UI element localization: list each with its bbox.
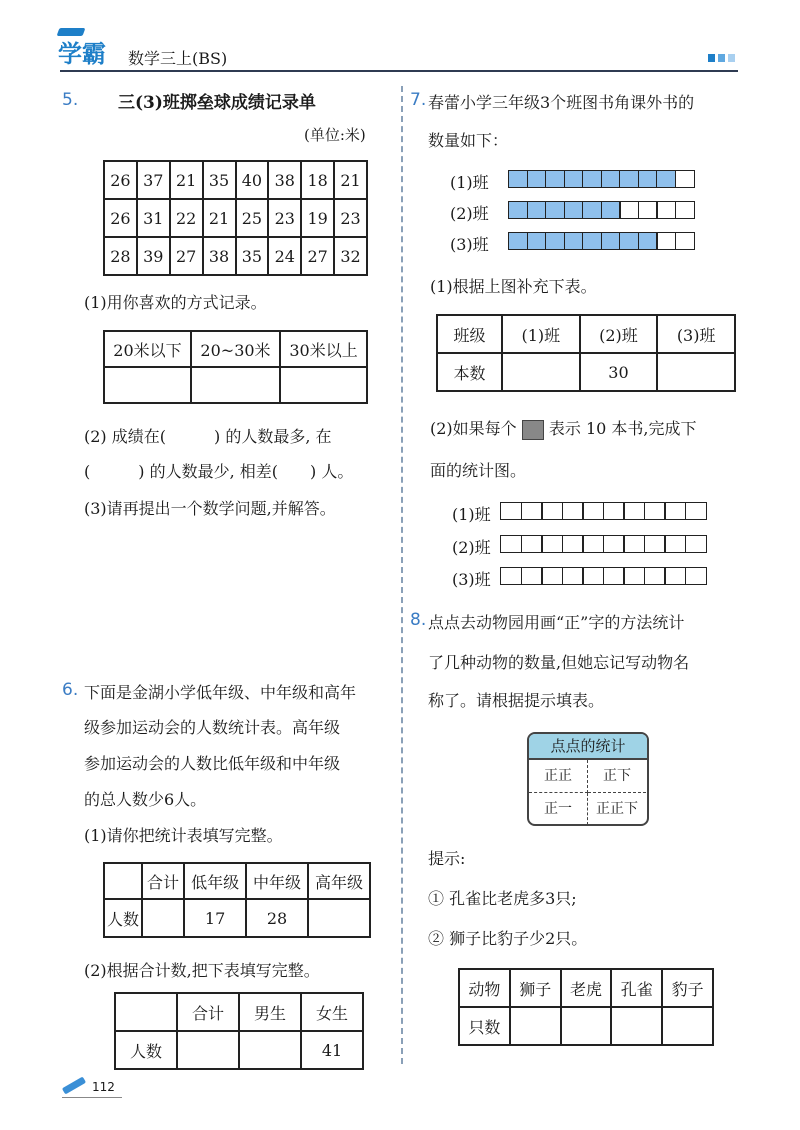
- score-cell: 22: [170, 199, 203, 237]
- tally-cell: 正正下: [596, 801, 638, 817]
- bar-label: (2)班: [452, 538, 491, 557]
- bar-cell-filled: [656, 170, 676, 188]
- column-divider: [401, 86, 403, 1064]
- bar-cell-empty[interactable]: [685, 502, 707, 520]
- q6-text-line: 级参加运动会的人数统计表。高年级: [84, 718, 341, 737]
- q6-table2: [114, 992, 364, 1070]
- bar-cell-filled: [601, 232, 621, 250]
- answer-cell[interactable]: [239, 1031, 301, 1069]
- header-square-icon: [718, 54, 725, 62]
- answer-cell[interactable]: [104, 367, 191, 403]
- q8-text-line: 称了。请根据提示填表。: [428, 691, 605, 710]
- tally-card: [527, 732, 649, 826]
- table-cell: 合计: [142, 863, 184, 899]
- table-cell: [115, 993, 177, 1031]
- bar-cell-filled: [582, 232, 602, 250]
- table-cell: 20~30米: [191, 331, 280, 367]
- bar-cell-empty[interactable]: [664, 567, 686, 585]
- q6-part1: (1)请你把统计表填写完整。: [84, 826, 283, 845]
- bar-cell-empty[interactable]: [644, 567, 666, 585]
- bar-cell-empty[interactable]: [685, 567, 707, 585]
- bar-cell-empty[interactable]: [562, 567, 584, 585]
- answer-cell[interactable]: [308, 899, 370, 937]
- table-cell: 人数: [115, 1031, 177, 1069]
- score-cell: 27: [301, 237, 334, 275]
- score-cell: 35: [236, 237, 269, 275]
- score-cell: 28: [104, 237, 137, 275]
- q6-table1: [103, 862, 371, 938]
- score-cell: 23: [268, 199, 301, 237]
- tally-card-title: 点点的统计: [529, 734, 647, 760]
- q5-part1: (1)用你喜欢的方式记录。: [84, 293, 267, 312]
- bar-cell-empty[interactable]: [541, 502, 563, 520]
- q6-part2: (2)根据合计数,把下表填写完整。: [84, 961, 320, 980]
- answer-cell[interactable]: [657, 353, 735, 391]
- bar-cell-empty[interactable]: [623, 567, 645, 585]
- bar-label: (3)班: [452, 570, 491, 589]
- score-cell: 18: [301, 161, 334, 199]
- score-cell: 26: [104, 199, 137, 237]
- score-cell: 35: [203, 161, 236, 199]
- q5-part3: (3)请再提出一个数学问题,并解答。: [84, 499, 336, 518]
- header-square-icon: [728, 54, 735, 62]
- empty-bar-row-1: [500, 502, 707, 520]
- table-cell: 合计: [177, 993, 239, 1031]
- q7-text-line: 春蕾小学三年级3个班图书角课外书的: [428, 93, 695, 112]
- bar-cell-filled: [601, 170, 621, 188]
- score-cell: 27: [170, 237, 203, 275]
- score-cell: 38: [203, 237, 236, 275]
- bar-row-2: [508, 201, 695, 219]
- score-cell: 26: [104, 161, 137, 199]
- bar-cell-empty: [675, 201, 695, 219]
- table-cell: 狮子: [510, 969, 561, 1007]
- table-cell: 本数: [437, 353, 502, 391]
- answer-cell[interactable]: [510, 1007, 561, 1045]
- table-cell: (2)班: [580, 315, 658, 353]
- tally-cell: 正下: [588, 760, 646, 793]
- q8-text-line: 了几种动物的数量,但她忘记写动物名: [428, 653, 690, 672]
- table-cell: 30: [580, 353, 658, 391]
- page-number: 112: [92, 1080, 115, 1094]
- bar-cell-filled: [508, 201, 528, 219]
- table-cell: 高年级: [308, 863, 370, 899]
- bar-cell-empty[interactable]: [521, 535, 543, 553]
- book-title: 数学三上(BS): [128, 49, 228, 68]
- bar-cell-empty[interactable]: [582, 502, 604, 520]
- score-cell: 38: [268, 161, 301, 199]
- table-cell: 只数: [459, 1007, 510, 1045]
- table-cell: 中年级: [246, 863, 308, 899]
- bar-cell-filled: [564, 201, 584, 219]
- bar-cell-filled: [619, 232, 639, 250]
- q6-text-line: 参加运动会的人数比低年级和中年级: [84, 754, 341, 773]
- answer-cell[interactable]: [561, 1007, 612, 1045]
- logo: 学霸: [58, 40, 106, 68]
- bar-cell-filled: [545, 170, 565, 188]
- q7-text-line: 数量如下：: [428, 131, 509, 150]
- bar-cell-empty[interactable]: [562, 502, 584, 520]
- bar-cell-empty[interactable]: [623, 502, 645, 520]
- answer-cell[interactable]: [502, 353, 580, 391]
- table-cell: 人数: [104, 899, 142, 937]
- bar-cell-empty[interactable]: [685, 535, 707, 553]
- hint-item: ① 孔雀比老虎多3只;: [428, 889, 577, 908]
- table-cell: 30米以上: [280, 331, 367, 367]
- answer-cell[interactable]: [191, 367, 280, 403]
- bar-cell-empty: [656, 232, 676, 250]
- table-cell: 20米以下: [104, 331, 191, 367]
- table-cell: 低年级: [184, 863, 246, 899]
- q7-number: 7.: [410, 90, 427, 110]
- score-cell: 39: [137, 237, 170, 275]
- q5-title: 三(3)班掷垒球成绩记录单: [118, 93, 316, 113]
- answer-cell[interactable]: [280, 367, 367, 403]
- bar-cell-empty[interactable]: [541, 535, 563, 553]
- bar-cell-filled: [564, 170, 584, 188]
- q5-number: 5.: [62, 90, 79, 110]
- table-cell: 17: [184, 899, 246, 937]
- q7-table: [436, 314, 736, 392]
- bar-cell-filled: [545, 232, 565, 250]
- bar-cell-filled: [582, 170, 602, 188]
- score-cell: 19: [301, 199, 334, 237]
- bar-cell-empty[interactable]: [603, 502, 625, 520]
- bar-label: (1)班: [452, 505, 491, 524]
- q7-part1: (1)根据上图补充下表。: [430, 277, 597, 296]
- bar-cell-filled: [527, 232, 547, 250]
- score-cell: 32: [334, 237, 367, 275]
- q6-number: 6.: [62, 680, 79, 700]
- table-cell: 孔雀: [611, 969, 662, 1007]
- footer-rule: [62, 1097, 122, 1098]
- empty-bar-row-2: [500, 535, 707, 553]
- score-cell: 21: [170, 161, 203, 199]
- empty-bar-row-3: [500, 567, 707, 585]
- table-cell: 老虎: [561, 969, 612, 1007]
- table-cell: 41: [301, 1031, 363, 1069]
- score-cell: 31: [137, 199, 170, 237]
- score-cell: 23: [334, 199, 367, 237]
- score-cell: 25: [236, 199, 269, 237]
- bar-cell-filled: [508, 170, 528, 188]
- score-cell: 24: [268, 237, 301, 275]
- bar-cell-filled: [508, 232, 528, 250]
- hint-item: ② 狮子比豹子少2只。: [428, 929, 588, 948]
- q7-part2-a: (2)如果每个: [430, 419, 517, 438]
- bar-cell-filled: [638, 170, 658, 188]
- pencil-icon: [62, 1076, 86, 1094]
- bar-cell-empty[interactable]: [582, 535, 604, 553]
- bar-cell-filled: [582, 201, 602, 219]
- bar-cell-empty[interactable]: [603, 567, 625, 585]
- tally-cell: 正正: [529, 760, 588, 793]
- bar-cell-empty[interactable]: [521, 502, 543, 520]
- book-unit-square-icon: [522, 420, 544, 440]
- q5-part2-line1: (2) 成绩在( ) 的人数最多, 在: [84, 427, 332, 446]
- bar-label: (3)班: [450, 235, 489, 254]
- hint-label: 提示:: [428, 849, 466, 868]
- answer-cell[interactable]: [142, 899, 184, 937]
- table-cell: 男生: [239, 993, 301, 1031]
- header-rule: [60, 70, 738, 72]
- q7-part2: [430, 416, 696, 440]
- bar-cell-empty[interactable]: [603, 535, 625, 553]
- q5-record-table: [103, 330, 368, 404]
- bar-row-3: [508, 232, 695, 250]
- q8-number: 8.: [410, 610, 427, 630]
- bar-cell-empty[interactable]: [521, 567, 543, 585]
- bar-cell-empty[interactable]: [562, 535, 584, 553]
- bar-label: (1)班: [450, 173, 489, 192]
- q8-table: [458, 968, 714, 1046]
- q5-unit: (单位:米): [304, 126, 366, 144]
- bar-cell-filled: [638, 232, 658, 250]
- bar-cell-filled: [564, 232, 584, 250]
- bar-cell-empty[interactable]: [623, 535, 645, 553]
- q5-part2-line2: ( ) 的人数最少, 相差( ) 人。: [84, 462, 354, 481]
- q5-score-table: [103, 160, 368, 276]
- bar-label: (2)班: [450, 204, 489, 223]
- bar-cell-empty[interactable]: [664, 502, 686, 520]
- score-cell: 37: [137, 161, 170, 199]
- table-cell: (1)班: [502, 315, 580, 353]
- bar-cell-empty: [675, 170, 695, 188]
- bar-cell-filled: [545, 201, 565, 219]
- bar-cell-empty[interactable]: [664, 535, 686, 553]
- tally-cell: 正一: [529, 793, 588, 825]
- q6-text-line: 下面是金湖小学低年级、中年级和高年: [84, 683, 357, 702]
- bar-cell-empty: [675, 232, 695, 250]
- q7-part2-b: 表示 10 本书,完成下: [548, 419, 697, 438]
- q7-part2-line2: 面的统计图。: [430, 461, 527, 480]
- bar-cell-empty[interactable]: [500, 567, 522, 585]
- bar-cell-empty[interactable]: [644, 535, 666, 553]
- table-cell: 28: [246, 899, 308, 937]
- table-cell: 豹子: [662, 969, 713, 1007]
- q6-text-line: 的总人数少6人。: [84, 790, 207, 809]
- bar-cell-filled: [527, 170, 547, 188]
- bar-cell-empty[interactable]: [582, 567, 604, 585]
- bar-cell-filled: [619, 170, 639, 188]
- table-cell: 动物: [459, 969, 510, 1007]
- bar-cell-empty[interactable]: [541, 567, 563, 585]
- score-cell: 40: [236, 161, 269, 199]
- bar-cell-empty: [656, 201, 676, 219]
- answer-cell[interactable]: [611, 1007, 662, 1045]
- table-cell: (3)班: [657, 315, 735, 353]
- table-cell: [104, 863, 142, 899]
- answer-cell[interactable]: [177, 1031, 239, 1069]
- score-cell: 21: [203, 199, 236, 237]
- bar-cell-empty: [638, 201, 658, 219]
- answer-cell[interactable]: [662, 1007, 713, 1045]
- header-square-icon: [708, 54, 715, 62]
- bar-cell-empty[interactable]: [644, 502, 666, 520]
- bar-row-1: [508, 170, 695, 188]
- bar-cell-empty[interactable]: [500, 502, 522, 520]
- q8-text-line: 点点去动物园用画“正”字的方法统计: [428, 613, 685, 632]
- bar-cell-empty: [619, 201, 639, 219]
- bar-cell-filled: [527, 201, 547, 219]
- bar-cell-empty[interactable]: [500, 535, 522, 553]
- bar-cell-filled: [601, 201, 621, 219]
- table-cell: 班级: [437, 315, 502, 353]
- table-cell: 女生: [301, 993, 363, 1031]
- score-cell: 21: [334, 161, 367, 199]
